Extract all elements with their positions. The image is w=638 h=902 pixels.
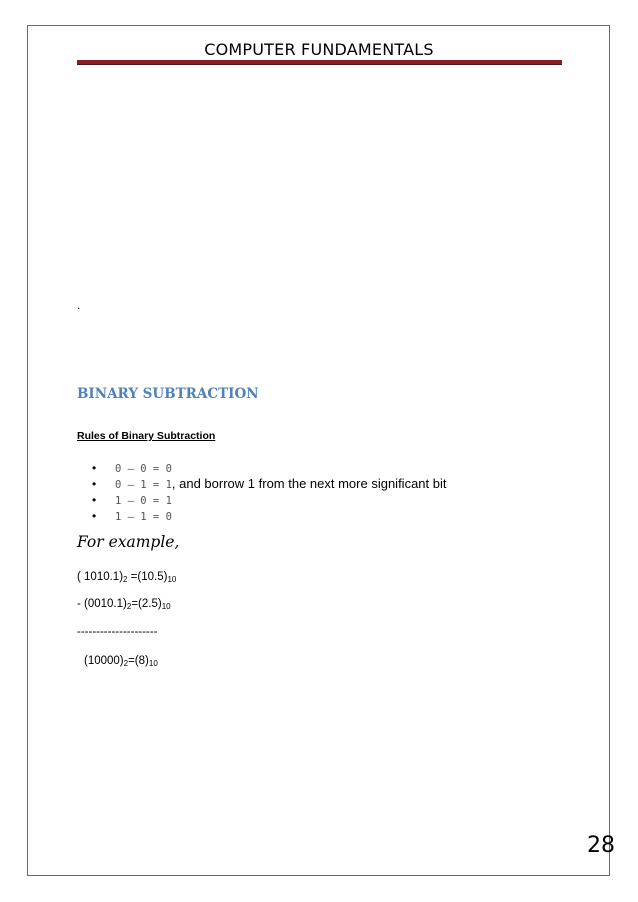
header-title: COMPUTER FUNDAMENTALS <box>204 40 434 59</box>
example-line-1 <box>77 571 176 584</box>
result-line <box>84 655 158 668</box>
separator-line: --------------------- <box>77 626 158 638</box>
rule-expression: 0 – 1 = 1 <box>115 479 172 491</box>
sub-heading: Rules of Binary Subtraction <box>77 430 216 442</box>
rule-expression: 1 – 0 = 1 <box>115 495 172 507</box>
stray-mark: . <box>77 298 81 312</box>
rule-item <box>92 492 446 508</box>
rule-item <box>92 476 446 492</box>
bullet-icon: • <box>92 509 97 523</box>
rule-item <box>92 508 446 524</box>
rule-expression: 1 – 1 = 0 <box>115 511 172 523</box>
page-number: 28 <box>587 833 615 858</box>
operand-value: - (0010.1) <box>77 598 127 610</box>
example-label: For example, <box>77 533 180 551</box>
base-subscript: 2 <box>123 659 129 668</box>
bullet-icon: • <box>92 493 97 507</box>
rule-expression: 0 – 0 = 0 <box>115 463 172 475</box>
operand-value: ( 1010.1) <box>77 571 124 583</box>
base-subscript: 10 <box>161 602 171 611</box>
base-subscript: 10 <box>167 575 177 584</box>
decimal-value: =(8) <box>128 655 149 667</box>
result-value: (10000) <box>84 655 124 667</box>
example-line-2 <box>77 598 171 611</box>
decimal-value: =(2.5) <box>131 598 162 610</box>
page-border <box>27 25 610 876</box>
base-subscript: 2 <box>126 602 132 611</box>
bullet-icon: • <box>92 477 97 491</box>
header-rule <box>77 60 562 65</box>
rule-note: , and borrow 1 from the next more significant bit <box>171 476 447 491</box>
rules-list <box>92 460 446 524</box>
decimal-value: =(10.5) <box>127 571 168 583</box>
base-subscript: 10 <box>148 659 158 668</box>
bullet-icon: • <box>92 461 97 475</box>
base-subscript: 2 <box>123 575 128 584</box>
rule-item <box>92 460 446 476</box>
section-heading: BINARY SUBTRACTION <box>77 386 259 402</box>
